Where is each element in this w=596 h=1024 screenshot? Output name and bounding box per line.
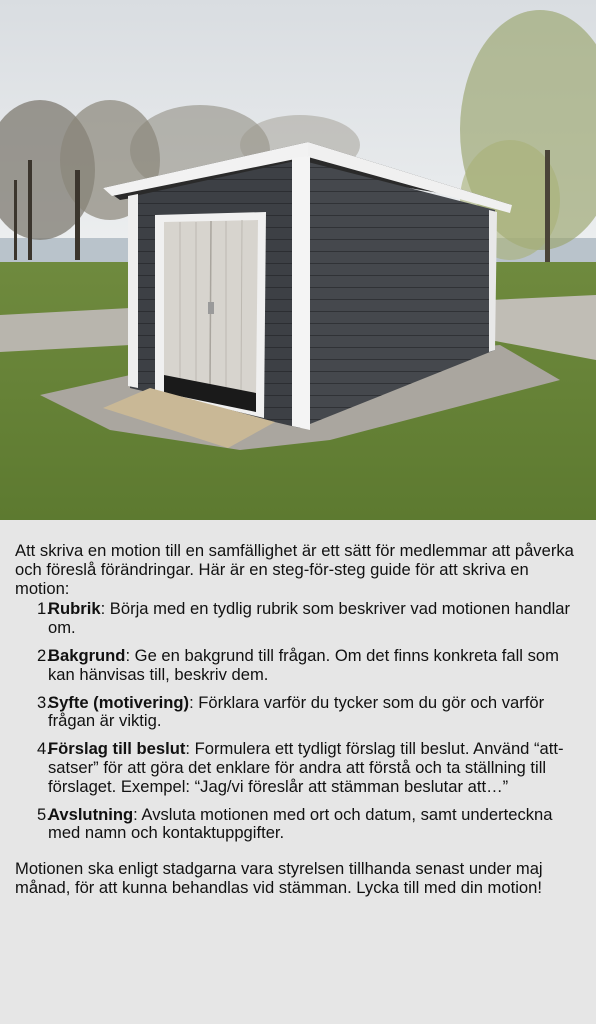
corner-trim <box>292 156 310 430</box>
step-title: Avslutning <box>48 804 134 824</box>
list-item <box>30 647 578 685</box>
step-title: Förslag till beslut <box>48 739 186 759</box>
step-number: 3. <box>37 692 51 712</box>
step-text: : Formulera ett tydligt förslag till beslut. Använd “att-satser” för att göra det enklare för andra att förstå och ta ställning till förslaget. Exempel: “Jag/vi föreslår att stämman beslutar att…” <box>48 739 564 796</box>
list-item <box>30 600 578 638</box>
door <box>155 212 266 418</box>
outro-paragraph: Motionen ska enligt stadgarna vara styrelsen tillhanda senast under maj månad, för att kunna behandlas vid stämman. Lycka till med din motion! <box>15 859 543 897</box>
step-title: Syfte (motivering) <box>48 692 190 712</box>
list-item <box>30 694 578 732</box>
list-item <box>30 740 578 796</box>
step-number: 4. <box>37 739 51 759</box>
list-item <box>30 806 578 844</box>
intro-paragraph: Att skriva en motion till en samfällighet är ett sätt för medlemmar att påverka och föreslå förändringar. Här är en steg-för-steg guide för att skriva en motion: <box>15 541 574 598</box>
steps-list <box>15 600 578 843</box>
step-number: 5. <box>37 804 51 824</box>
corner-trim-left <box>128 194 138 388</box>
step-number: 1. <box>37 599 51 619</box>
path-left <box>0 308 130 352</box>
step-text: : Avsluta motionen med ort och datum, samt underteckna med namn och kontaktuppgifter. <box>48 804 553 843</box>
step-text: : Ge en bakgrund till frågan. Om det finns konkreta fall som kan hänvisas till, beskriv dem. <box>48 645 559 684</box>
step-text: : Börja med en tydlig rubrik som beskriver vad motionen handlar om. <box>48 599 571 638</box>
step-text: : Förklara varför du tycker som du gör och varför frågan är viktig. <box>48 692 545 731</box>
step-number: 2. <box>37 645 51 665</box>
step-title: Rubrik <box>48 599 101 619</box>
step-title: Bakgrund <box>48 645 126 665</box>
article-text <box>0 520 596 1024</box>
